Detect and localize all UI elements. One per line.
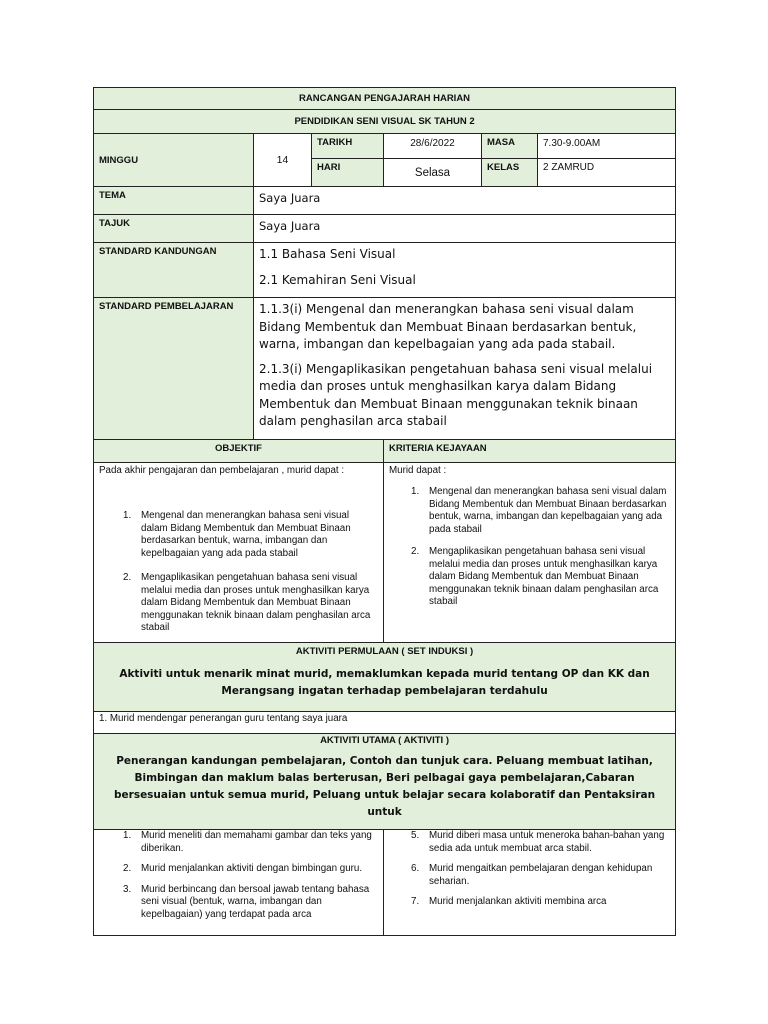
aktiviti-utama-item-number: 3. [123,883,132,895]
standard-pembelajaran-item: 2.1.3(i) Mengaplikasikan pengetahuan bahasa seni visual melalui media dan proses untuk menghasilkan karya dalam Bidang Membentuk dan Membuat Binaan menggunakan teknik binaan dalam penghasilan arca stabail [259,361,653,428]
tema-value: Saya Juara [254,187,676,215]
objektif-item [123,572,378,635]
standard-kandungan-row [94,243,676,298]
standard-kandungan-label: STANDARD KANDUNGAN [94,243,254,298]
standard-pembelajaran-label: STANDARD PEMBELAJARAN [94,298,254,440]
aktiviti-utama-item-text: Murid menjalankan aktiviti dengan bimbingan guru. [141,863,363,874]
aktiviti-utama-item-number: 6. [411,863,420,874]
kriteria-item-number: 2. [411,546,420,557]
aktiviti-utama-item-text: Murid menjalankan aktiviti membina arca [429,896,607,907]
aktiviti-permulaan-item: 1. Murid mendengar penerangan guru tentang saya juara [94,712,676,734]
document-title: RANCANGAN PENGAJARAH HARIAN [94,88,676,110]
kriteria-content [384,463,676,643]
objektif-item-text: Mengenal dan menerangkan bahasa seni visual dalam Bidang Membentuk dan Membuat Binaan berdasarkan bentuk, warna, imbangan dan kepelbagaian yang ada pada stabail [141,510,351,559]
hari-label: HARI [312,159,384,187]
objektif-item-number: 2. [123,572,132,583]
aktiviti-utama-left [94,830,384,936]
kriteria-item [411,546,670,609]
minggu-label: MINGGU [94,134,254,187]
minggu-value: 14 [254,134,312,187]
hari-value: Selasa [384,159,482,187]
objektif-item-number: 1. [123,510,132,521]
tema-row [94,187,676,215]
aktiviti-utama-item-text: Murid diberi masa untuk meneroka bahan-bahan yang sedia ada untuk membuat arca stabil. [429,830,665,854]
objektif-item-text: Mengaplikasikan pengetahuan bahasa seni visual melalui media dan proses untuk menghasilkan karya dalam Bidang Membentuk dan Membuat Binaan menggunakan teknik binaan dalam penghasilan arca stabail [141,572,371,633]
standard-pembelajaran-row [94,298,676,440]
aktiviti-utama-item [411,896,670,909]
objektif-content [94,463,384,643]
standard-pembelajaran-content [254,298,676,440]
kriteria-intro: Murid dapat : [389,465,447,476]
aktiviti-utama-row [94,734,676,830]
aktiviti-utama-item-text: Murid meneliti dan memahami gambar dan teks yang diberikan. [141,830,372,854]
aktiviti-utama-item [123,884,378,922]
masa-label: MASA [482,134,538,159]
objektif-intro: Pada akhir pengajaran dan pembelajaran , murid dapat : [99,465,345,476]
aktiviti-utama-item-text: Murid mengaitkan pembelajaran dengan kehidupan seharian. [429,863,653,887]
document-subtitle: PENDIDIKAN SENI VISUAL SK TAHUN 2 [94,110,676,134]
kriteria-item-text: Mengaplikasikan pengetahuan bahasa seni visual melalui media dan proses untuk menghasilkan karya dalam Bidang Membentuk dan Membuat Binaan menggunakan teknik binaan dalam penghasilan arca stabail [429,546,659,607]
aktiviti-utama-label: AKTIVITI UTAMA ( AKTIVITI ) [320,735,449,746]
aktiviti-permulaan-section [94,643,676,712]
masa-value: 7.30-9.00AM [538,134,676,159]
kriteria-item-number: 1. [411,486,420,497]
aktiviti-utama-item-number: 1. [123,830,132,841]
objektif-label: OBJEKTIF [94,440,384,463]
kelas-value: 2 ZAMRUD [538,159,676,187]
kelas-label: KELAS [482,159,538,187]
aktiviti-utama-right [384,830,676,936]
aktiviti-utama-item-number: 2. [123,863,132,874]
aktiviti-utama-item [123,830,378,855]
objektif-content-row [94,463,676,643]
standard-kandungan-item: 1.1 Bahasa Seni Visual [259,247,396,261]
aktiviti-utama-item-number: 5. [411,830,420,841]
kriteria-item [411,486,670,536]
aktiviti-permulaan-lead: Aktiviti untuk menarik minat murid, memaklumkan kepada murid tentang OP dan KK dan Merangsang ingatan terhadap pembelajaran terdahulu [119,668,650,697]
kriteria-item-text: Mengenal dan menerangkan bahasa seni visual dalam Bidang Membentuk dan Membuat Binaan berdasarkan bentuk, warna, imbangan dan kepelbagaian yang ada pada stabail [429,486,667,535]
tajuk-row [94,215,676,243]
tarikh-label: TARIKH [312,134,384,159]
standard-pembelajaran-item: 1.1.3(i) Mengenal dan menerangkan bahasa seni visual dalam Bidang Membentuk dan Membuat Binaan berdasarkan bentuk, warna, imbangan dan kepelbagaian yang ada pada stabail. [259,302,637,351]
aktiviti-utama-item [123,863,378,876]
lesson-plan-table [93,87,676,936]
subtitle-row [94,110,676,134]
tema-label: TEMA [94,187,254,215]
standard-kandungan-content [254,243,676,298]
aktiviti-utama-item-text: Murid berbincang dan bersoal jawab tentang bahasa seni visual (bentuk, warna, imbangan dan kepelbagaian) yang terdapat pada arca [141,883,370,920]
standard-kandungan-item: 2.1 Kemahiran Seni Visual [259,273,416,287]
aktiviti-utama-lead: Penerangan kandungan pembelajaran, Contoh dan tunjuk cara. Peluang membuat latihan, Bimbingan dan maklum balas berterusan, Beri pelbagai gaya pembelajaran,Cabaran bersesuaian untuk semua murid, Peluang untuk belajar secara kolaboratif dan Pentaksiran untuk [114,755,656,818]
tarikh-value: 28/6/2022 [384,134,482,159]
objektif-item [123,510,378,560]
objektif-header-row [94,440,676,463]
aktiviti-permulaan-label: AKTIVITI PERMULAAN ( SET INDUKSI ) [295,646,474,657]
kriteria-label: KRITERIA KEJAYAAN [384,440,676,463]
tajuk-label: TAJUK [94,215,254,243]
aktiviti-utama-items-row [94,830,676,936]
aktiviti-utama-item [411,863,670,888]
title-row [94,88,676,110]
aktiviti-utama-item [411,830,670,855]
aktiviti-utama-item-number: 7. [411,896,420,907]
tajuk-value: Saya Juara [254,215,676,243]
info-row-1 [94,134,676,159]
aktiviti-utama-section [94,734,676,830]
aktiviti-permulaan-row [94,643,676,712]
lesson-plan-document [93,87,675,936]
aktiviti-permulaan-item-row [94,712,676,734]
